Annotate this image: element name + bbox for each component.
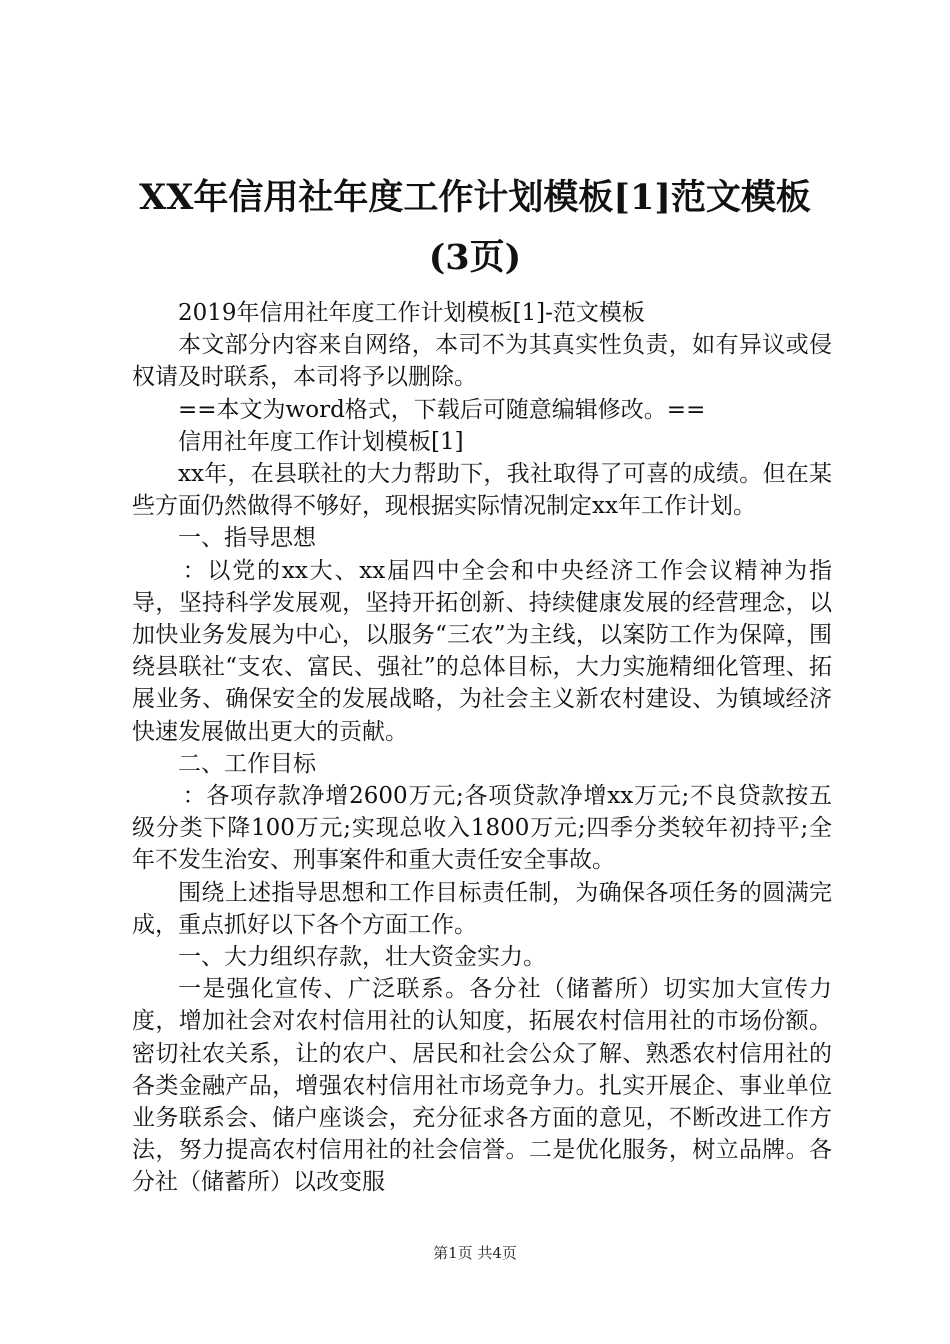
paragraph-heading: 信用社年度工作计划模板[1] — [178, 428, 464, 455]
section-heading-guiding-thought: 一、指导思想 — [178, 525, 316, 552]
paragraph-focus: 围绕上述指导思想和工作目标责任制，为确保各项任务的圆满完成，重点抓好以下各个方面工作。 — [132, 879, 832, 938]
paragraph-subtitle: 2019年信用社年度工作计划模板[1]-范文模板 — [178, 300, 645, 326]
document-body — [132, 297, 832, 1199]
paragraph-guiding-thought: ：以党的xx大、xx届四中全会和中央经济工作会议精神为指导，坚持科学发展观，坚持开拓创新、持续健康发展的经营理念，以加快业务发展为中心，以服务“三农”为主线，以案防工作为保障，围绕县联社“支农、富民、强社”的总体目标，大力实施精细化管理、拓展业务、确保安全的发展战略，为社会主义新农村建设、为镇域经济快速发展做出更大的贡献。 — [132, 557, 832, 745]
paragraph-work-goals: ：各项存款净增2600万元;各项贷款净增xx万元;不良贷款按五级分类下降100万元;实现总收入1800万元;四季分类较年初持平;全年不发生治安、刑事案件和重大责任安全事故。 — [132, 783, 832, 874]
paragraph-deposits: 一是强化宣传、广泛联系。各分社（储蓄所）切实加大宣传力度，增加社会对农村信用社的认知度，拓展农村信用社的市场份额。密切社农关系，让的农户、居民和社会公众了解、熟悉农村信用社的各类金融产品，增强农村信用社市场竞争力。扎实开展企、事业单位业务联系会、储户座谈会，充分征求各方面的意见，不断改进工作方法，努力提高农村信用社的社会信誉。二是优化服务，树立品牌。各分社（储蓄所）以改变服 — [132, 976, 832, 1196]
document-title: XX年信用社年度工作计划模板[1]范文模板(3页) — [139, 177, 811, 278]
paragraph-intro: xx年，在县联社的大力帮助下，我社取得了可喜的成绩。但在某些方面仍然做得不够好，现根据实际情况制定xx年工作计划。 — [132, 461, 832, 520]
section-heading-work-goals: 二、工作目标 — [178, 750, 316, 777]
paragraph-disclaimer: 本文部分内容来自网络，本司不为其真实性负责，如有异议或侵权请及时联系，本司将予以删除。 — [132, 332, 832, 391]
paragraph-format-note: ==本文为word格式，下载后可随意编辑修改。== — [178, 396, 706, 423]
section-heading-deposits: 一、大力组织存款，壮大资金实力。 — [178, 944, 546, 971]
page-footer: 第1页 共4页 — [433, 1244, 517, 1262]
